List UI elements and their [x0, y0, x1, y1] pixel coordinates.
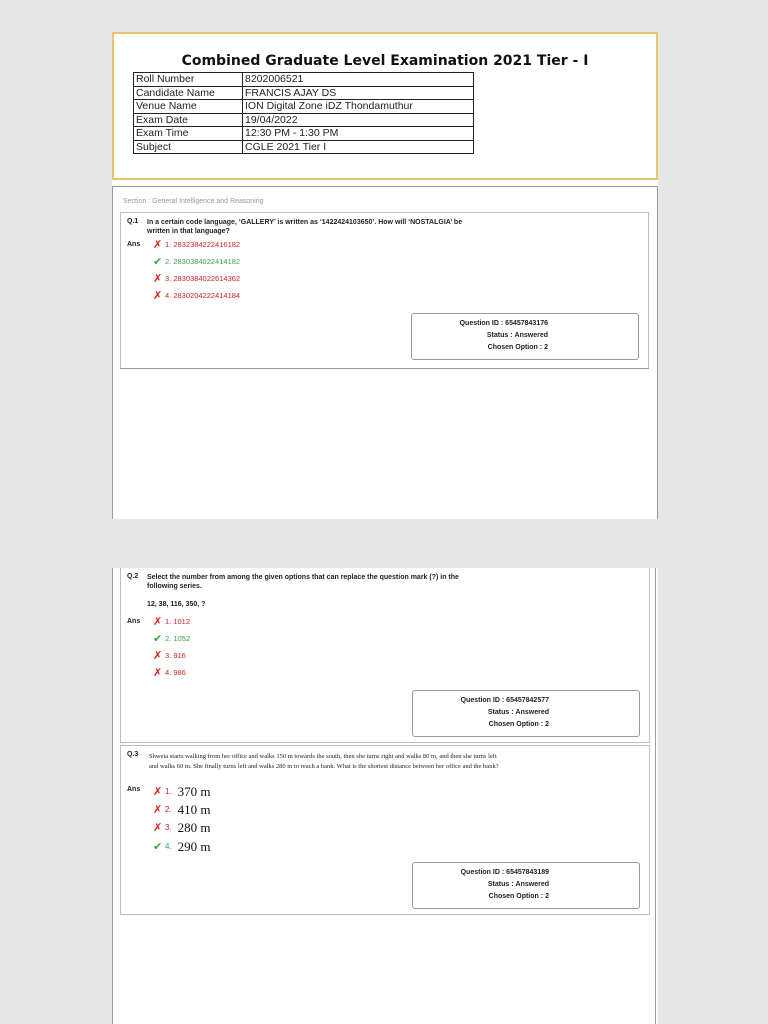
info-key: Roll Number: [134, 73, 243, 87]
status-value: Answered: [514, 332, 548, 339]
option-4: [153, 667, 186, 679]
info-key: Candidate Name: [134, 86, 243, 100]
option-2: [153, 804, 211, 816]
option-1: [153, 239, 240, 251]
cross-icon: ✗: [153, 290, 163, 303]
question-text: Select the number from among the given options that can replace the question mark (?) in the following series.: [147, 574, 459, 590]
option-text: 4. 986: [165, 668, 186, 678]
status-line: [413, 881, 549, 888]
info-value: FRANCIS AJAY DS: [243, 86, 474, 100]
cross-icon: ✗: [153, 239, 163, 252]
option-number: 3.: [165, 823, 172, 832]
question-card-3: [120, 745, 650, 915]
answer-label: Ans: [127, 618, 141, 625]
chosen-option-line: [412, 344, 548, 351]
cross-icon: ✗: [153, 786, 163, 799]
chosen-option-label: Chosen Option :: [488, 893, 544, 900]
status-value: Answered: [515, 881, 549, 888]
chosen-option-value: 2: [545, 721, 549, 728]
question-text: In a certain code language, ‘GALLERY’ is written as ‘1422424103650’. How will ‘NOSTALGIA’ be written in that language?: [147, 219, 463, 235]
chosen-option-value: 2: [545, 893, 549, 900]
option-4: [153, 841, 211, 853]
info-row: [134, 140, 474, 154]
question-number: Q.3: [127, 751, 139, 758]
question-number: Q.1: [127, 218, 139, 225]
question-status-box: [412, 690, 640, 737]
info-value: 8202006521: [243, 73, 474, 87]
cross-icon: ✗: [153, 822, 163, 835]
option-text: 410 m: [177, 802, 211, 818]
info-key: Venue Name: [134, 100, 243, 114]
info-key: Exam Time: [134, 127, 243, 141]
question-card-2: [120, 568, 650, 743]
exam-title: Combined Graduate Level Examination 2021 Tier - I: [181, 53, 589, 69]
candidate-info-table: [133, 72, 474, 154]
question-id-label: Question ID :: [460, 697, 505, 704]
question-number: Q.2: [127, 573, 139, 580]
option-4: [153, 290, 240, 302]
option-1: [153, 786, 211, 798]
option-text: 370 m: [177, 784, 211, 800]
question-id-value: 65457843176: [505, 320, 548, 327]
option-text: 290 m: [177, 839, 211, 855]
info-row: [134, 73, 474, 87]
status-label: Status :: [487, 709, 514, 716]
number-series: 12, 38, 116, 350, ?: [147, 601, 206, 608]
check-icon: ✔: [153, 633, 163, 646]
option-number: 4.: [165, 842, 172, 851]
option-3: [153, 273, 240, 285]
question-id-line: [413, 697, 549, 704]
info-row: [134, 113, 474, 127]
cross-icon: ✗: [153, 650, 163, 663]
info-value: ION Digital Zone iDZ Thondamuthur: [243, 100, 474, 114]
question-card-1: [120, 212, 649, 369]
section-panel: [112, 186, 658, 519]
status-label: Status :: [487, 881, 514, 888]
question-id-label: Question ID :: [459, 320, 504, 327]
answer-label: Ans: [127, 786, 141, 793]
question-id-line: [413, 869, 549, 876]
chosen-option-label: Chosen Option :: [488, 721, 544, 728]
page-1: [112, 32, 658, 518]
question-text: Shweta starts walking from her office and walks 150 m towards the south, then she turns right and walks 80 m, and then she turns left and walks 60 m. She finally turns left and walks 280 m to reach a bank. What is the shortest distance between her office and the bank?: [149, 753, 499, 770]
info-row: [134, 127, 474, 141]
info-row: [134, 86, 474, 100]
option-text: 2. 2830384022414182: [165, 257, 241, 267]
option-text: 2. 1052: [165, 634, 191, 644]
cross-icon: ✗: [153, 273, 163, 286]
option-text: 3. 2830384022614362: [165, 274, 241, 284]
info-row: [134, 100, 474, 114]
section-label: Section : General Intelligence and Reasoning: [123, 198, 264, 205]
question-id-label: Question ID :: [460, 869, 505, 876]
option-2: [153, 256, 240, 268]
chosen-option-line: [413, 893, 549, 900]
answer-label: Ans: [127, 241, 141, 248]
page-2: [112, 568, 658, 1024]
status-line: [412, 332, 548, 339]
info-value: 19/04/2022: [243, 113, 474, 127]
cross-icon: ✗: [153, 616, 163, 629]
chosen-option-value: 2: [544, 344, 548, 351]
info-key: Exam Date: [134, 113, 243, 127]
option-number: 1.: [165, 787, 172, 796]
check-icon: ✔: [153, 841, 163, 854]
option-2: [153, 633, 190, 645]
option-text: 3. 916: [165, 651, 186, 661]
option-1: [153, 616, 190, 628]
cross-icon: ✗: [153, 667, 163, 680]
question-status-box: [412, 862, 640, 909]
chosen-option-line: [413, 721, 549, 728]
option-3: [153, 650, 186, 662]
check-icon: ✔: [153, 256, 163, 269]
info-value: CGLE 2021 Tier I: [243, 140, 474, 154]
status-line: [413, 709, 549, 716]
exam-header: [112, 32, 658, 180]
status-value: Answered: [515, 709, 549, 716]
status-label: Status :: [486, 332, 513, 339]
option-text: 1. 1012: [165, 617, 191, 627]
option-text: 1. 2832384222416182: [165, 240, 241, 250]
option-number: 2.: [165, 805, 172, 814]
option-3: [153, 822, 211, 834]
info-value: 12:30 PM - 1:30 PM: [243, 127, 474, 141]
divider: [120, 368, 649, 369]
question-id-value: 65457843189: [506, 869, 549, 876]
question-id-line: [412, 320, 548, 327]
option-text: 4. 2830204222414184: [165, 291, 241, 301]
chosen-option-label: Chosen Option :: [487, 344, 543, 351]
info-key: Subject: [134, 140, 243, 154]
question-id-value: 65457842577: [506, 697, 549, 704]
question-status-box: [411, 313, 639, 360]
cross-icon: ✗: [153, 804, 163, 817]
option-text: 280 m: [177, 820, 211, 836]
